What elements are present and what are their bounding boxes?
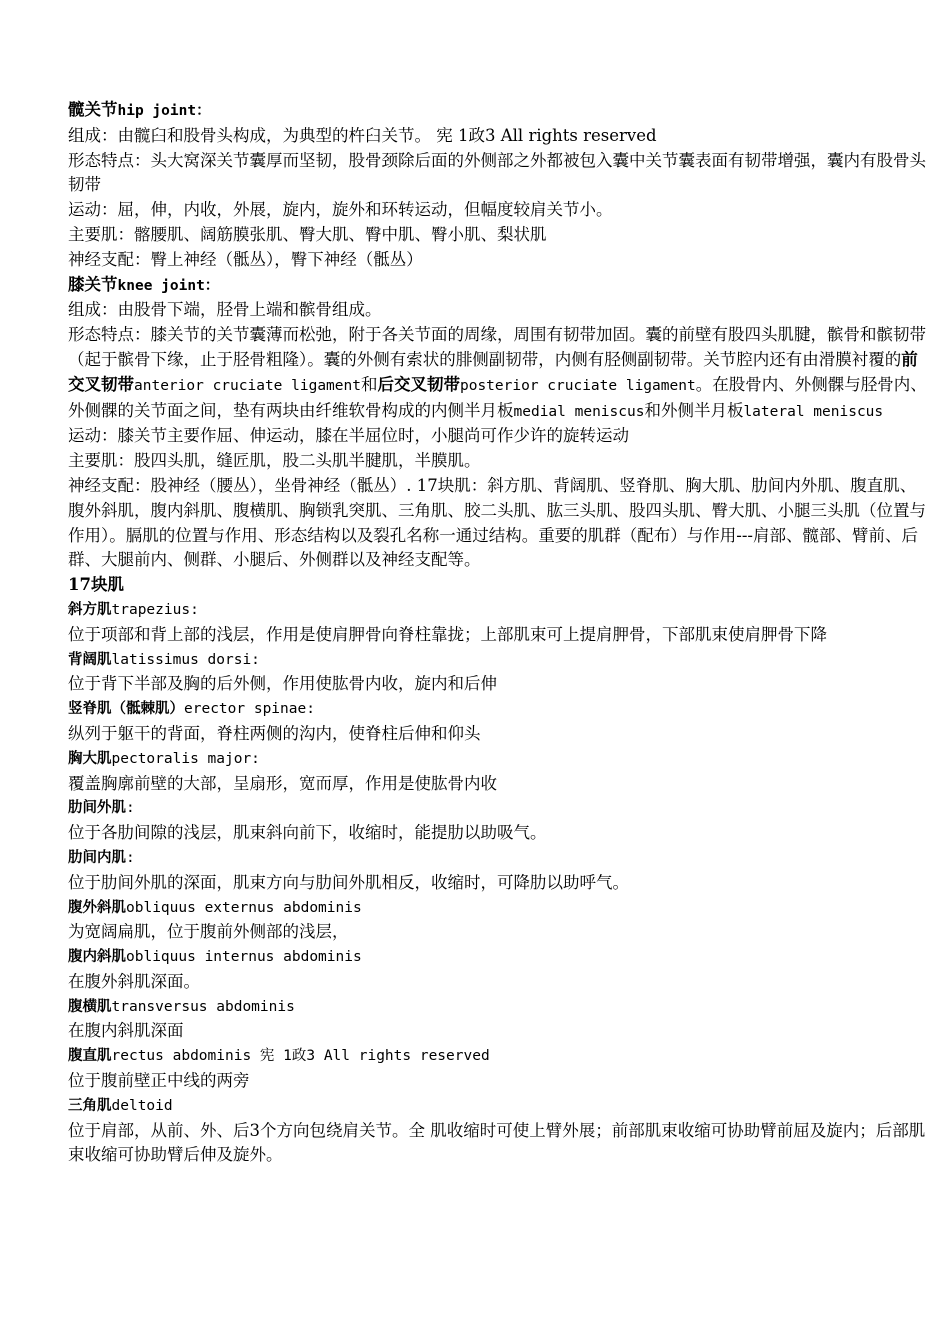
knee-heading — [68, 273, 928, 299]
knee-and: 和 — [360, 374, 378, 394]
muscle-description: 位于背下半部及胸的后外侧，作用使肱骨内收，旋内和后伸 — [68, 674, 497, 694]
pcl-term-en: posterior cruciate ligament — [459, 377, 696, 394]
muscle-name-cn: 腹内斜肌 — [68, 948, 126, 966]
muscle-heading — [68, 598, 928, 623]
muscle-heading — [68, 796, 928, 821]
muscle-name-en: obliquus internus abdominis — [126, 949, 362, 966]
acl-term-cn: 前交叉韧带 — [68, 349, 918, 394]
muscle-heading — [68, 945, 928, 970]
acl-term-en: anterior cruciate ligament — [134, 377, 361, 394]
muscle-heading — [68, 1044, 928, 1069]
muscle-name-en: rectus abdominis 宪 1政3 All rights reserved — [111, 1048, 490, 1065]
knee-form — [68, 323, 928, 424]
hip-nerve: 神经支配：臀上神经（骶丛），臀下神经（骶丛） — [68, 249, 423, 269]
knee-title-cn: 膝关节 — [68, 274, 118, 294]
muscle-heading — [68, 747, 928, 772]
muscle-name-cn: 肋间外肌 — [68, 799, 126, 817]
muscle-name-cn: 胸大肌 — [68, 749, 112, 767]
knee-form-text-1: 形态特点：膝关节的关节囊薄而松弛，附于各关节面的周缘，周围有韧带加固。囊的前壁有股四头肌腱，髌骨和髌韧带（起于髌骨下缘，止于胫骨粗隆）。囊的外侧有索状的腓侧副韧带，内侧有胫侧副韧带。关节腔内还有由滑膜衬覆的 — [68, 325, 926, 369]
muscles-section-title: 17块肌 — [68, 575, 124, 595]
muscle-name-en: : — [126, 849, 135, 866]
muscle-description: 在腹外斜肌深面。 — [68, 971, 200, 991]
muscle-description: 覆盖胸廓前壁的大部，呈扇形，宽而厚，作用是使肱骨内收 — [68, 773, 497, 793]
muscle-name-en: trapezius: — [111, 601, 199, 618]
medial-meniscus: medial meniscus — [513, 403, 645, 420]
hip-title-cn: 髋关节 — [68, 100, 118, 119]
document-page — [68, 98, 928, 1168]
knee-composition: 组成：由股骨下端，胫骨上端和髌骨组成。 — [68, 300, 382, 320]
muscle-name-en: pectoralis major: — [111, 750, 260, 767]
muscle-description: 在腹内斜肌深面 — [68, 1021, 184, 1041]
hip-motion: 运动：屈，伸，内收，外展，旋内，旋外和环转运动，但幅度较肩关节小。 — [68, 200, 613, 220]
muscle-name-cn: 斜方肌 — [68, 600, 112, 618]
muscle-description: 位于肩部，从前、外、后3个方向包绕肩关节。全 肌收缩时可使上臂外展；前部肌束收缩可协助臂前屈及旋内；后部肌束收缩可协助臂后伸及旋外。 — [68, 1120, 926, 1165]
muscle-name-cn: 背阔肌 — [68, 650, 112, 668]
muscle-name-cn: 腹横肌 — [68, 997, 112, 1015]
hip-form: 形态特点：头大窝深关节囊厚而坚韧，股骨颈除后面的外侧部之外都被包入囊中关节囊表面有韧带增强，囊内有股骨头韧带 — [68, 150, 926, 195]
muscle-name-en: transversus abdominis — [111, 998, 295, 1015]
muscle-heading — [68, 697, 928, 722]
muscle-name-cn: 三角肌 — [68, 1096, 112, 1114]
muscle-description: 位于肋间外肌的深面，肌束方向与肋间外肌相反，收缩时，可降肋以助呼气。 — [68, 872, 629, 892]
muscle-description: 位于腹前壁正中线的两旁 — [68, 1071, 250, 1091]
muscle-name-en: deltoid — [111, 1097, 173, 1114]
muscle-description: 为宽阔扁肌，位于腹前外侧部的浅层， — [68, 922, 349, 942]
muscle-name-cn: 腹外斜肌 — [68, 898, 126, 916]
knee-form-text-2: 。在股骨内、外侧髁与胫骨内、外侧髁的关节面之间，垫有两块由纤维软骨构成的内侧半月板 — [68, 374, 927, 420]
muscle-name-en: latissimus dorsi: — [111, 651, 260, 668]
pcl-term-cn: 后交叉韧带 — [377, 374, 460, 394]
knee-title-en: knee joint： — [117, 277, 220, 294]
knee-muscles: 主要肌：股四头肌，缝匠肌，股二头肌半腱肌，半膜肌。 — [68, 451, 481, 471]
muscle-name-cn: 竖脊肌（骶棘肌） — [68, 700, 184, 718]
muscle-name-en: obliquus externus abdominis — [126, 899, 362, 916]
muscle-heading — [68, 846, 928, 871]
muscle-name-cn: 肋间内肌 — [68, 848, 126, 866]
hip-title-en: hip joint： — [117, 103, 211, 119]
muscle-description: 位于各肋间隙的浅层，肌束斜向前下，收缩时，能提肋以助吸气。 — [68, 823, 547, 843]
muscle-heading — [68, 1094, 928, 1119]
muscle-description: 纵列于躯干的背面，脊柱两侧的沟内，使脊柱后伸和仰头 — [68, 723, 481, 743]
muscle-heading — [68, 648, 928, 673]
muscle-name-en: erector spinae: — [184, 701, 315, 718]
hip-muscles: 主要肌：髂腰肌、阔筋膜张肌、臀大肌、臀中肌、臀小肌、梨状肌 — [68, 224, 547, 244]
muscle-name-en: : — [126, 800, 135, 817]
knee-nerve: 神经支配：股神经（腰丛），坐骨神经（骶丛）. 17块肌：斜方肌、背阔肌、竖脊肌、胸大肌、肋间内外肌、腹直肌、腹外斜肌，腹内斜肌、腹横肌、胸锁乳突肌、三角肌、胶二头肌、肱三头肌、股四头肌、臀大肌、小腿三头肌（位置与作用）。膈肌的位置与作用、形态结构以及裂孔名称一通过结构。重要的肌群（配布）与作用---肩部、髋部、臂前、后群、大腿前内、侧群、小腿后、外侧群以及神经支配等。 — [68, 475, 926, 570]
muscle-list — [68, 598, 928, 1168]
muscle-description: 位于项部和背上部的浅层，作用是使肩胛骨向脊柱靠拢；上部肌束可上提肩胛骨，下部肌束使肩胛骨下降 — [68, 624, 827, 644]
lateral-meniscus: lateral meniscus — [743, 403, 884, 420]
muscle-heading — [68, 995, 928, 1020]
muscle-name-cn: 腹直肌 — [68, 1047, 112, 1065]
knee-and2: 和外侧半月板 — [644, 400, 744, 420]
hip-heading — [68, 98, 928, 124]
hip-composition: 组成：由髋臼和股骨头构成，为典型的杵臼关节。 宪 1政3 All rights reserved — [68, 125, 657, 145]
knee-motion: 运动：膝关节主要作屈、伸运动，膝在半屈位时，小腿尚可作少许的旋转运动 — [68, 426, 629, 446]
muscle-heading — [68, 896, 928, 921]
